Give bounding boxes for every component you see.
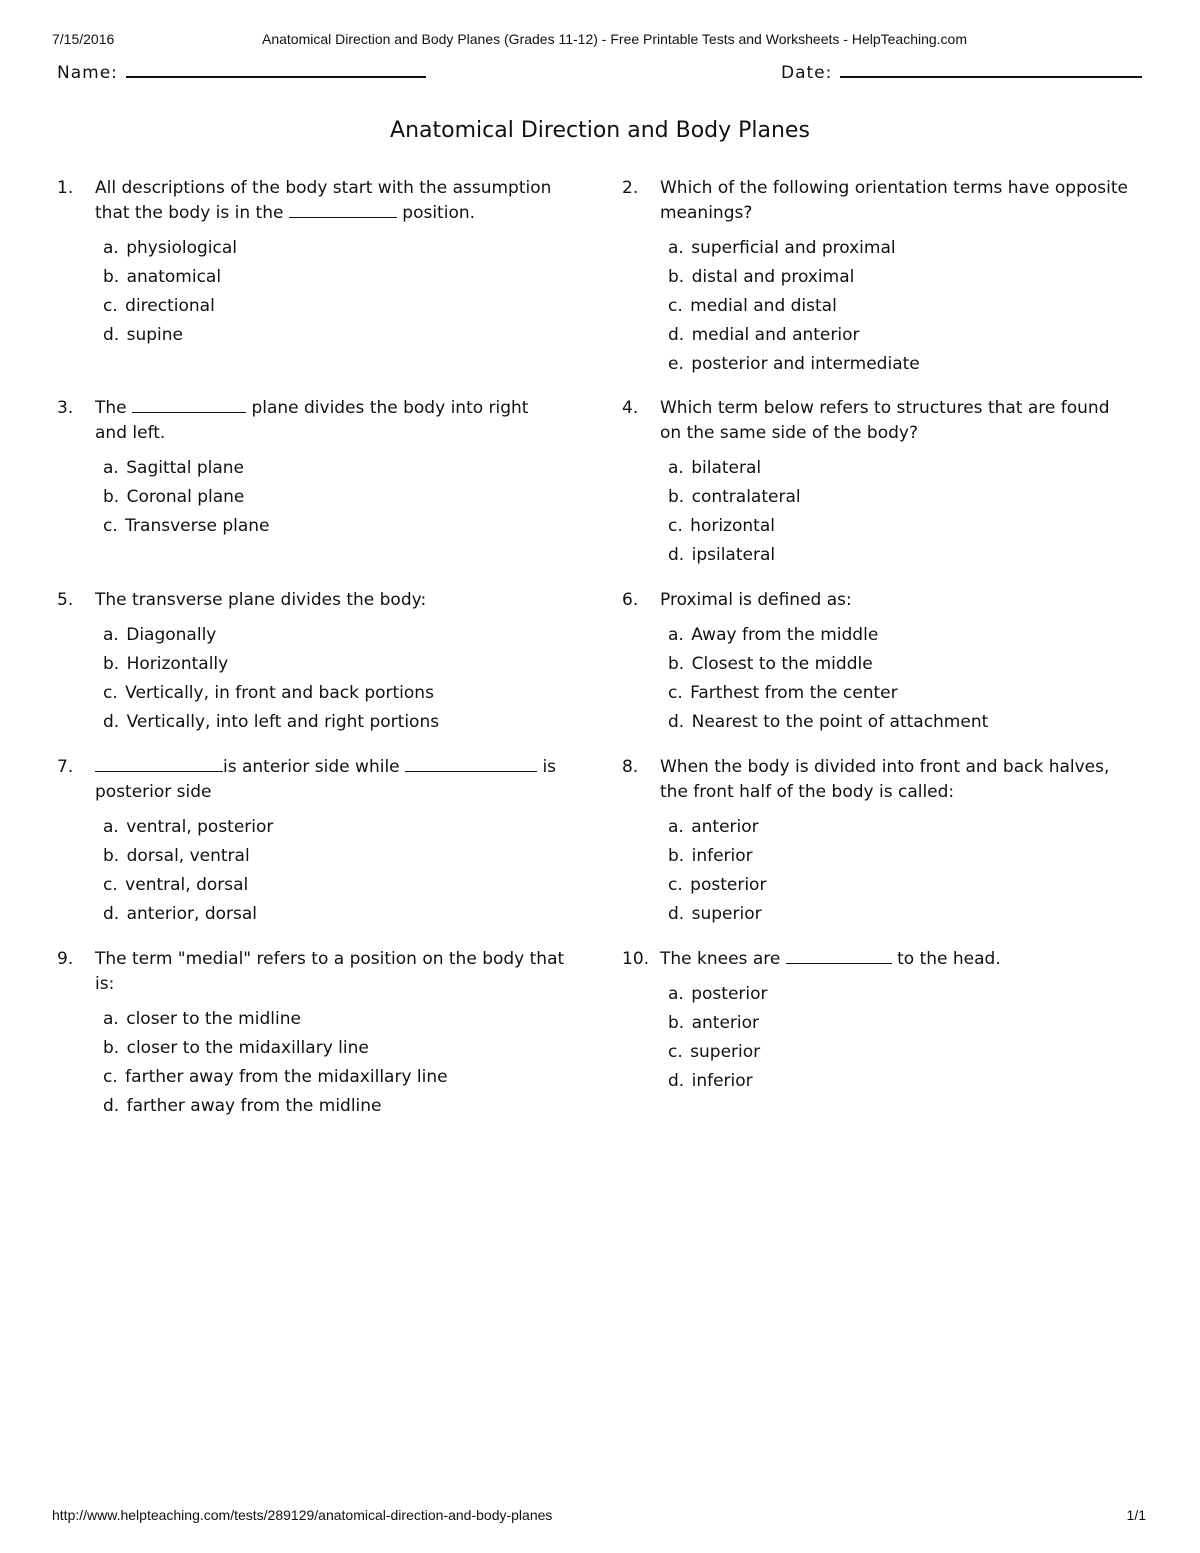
option-a [668, 623, 1122, 652]
option-text: posterior and intermediate [691, 354, 920, 374]
options-list [668, 982, 1122, 1098]
option-text: Away from the middle [691, 625, 879, 645]
option-c [668, 873, 1122, 902]
option-text: farther away from the midaxillary line [125, 1067, 448, 1087]
question-number: 3. [57, 398, 74, 418]
question-text: Which of the following orientation terms have opposite meanings? [660, 178, 1128, 223]
option-letter: b. [668, 267, 685, 287]
option-c [103, 1065, 557, 1094]
option-a [668, 456, 1122, 485]
question-number: 6. [622, 590, 639, 610]
option-letter: c. [103, 875, 118, 895]
option-e [668, 352, 1122, 381]
option-text: distal and proximal [691, 267, 855, 287]
question-number: 10. [622, 949, 650, 969]
date-label: Date: [781, 63, 833, 83]
option-b [103, 485, 557, 514]
option-d [668, 323, 1122, 352]
question-number: 8. [622, 757, 639, 777]
option-letter: c. [668, 296, 683, 316]
option-letter: d. [103, 712, 120, 732]
option-letter: d. [668, 325, 685, 345]
question-number: 2. [622, 178, 639, 198]
option-letter: a. [668, 984, 684, 1004]
option-a [103, 815, 557, 844]
option-letter: d. [103, 1096, 120, 1116]
question-1 [57, 176, 557, 352]
option-letter: a. [103, 238, 119, 258]
question-text-post: is posterior side [95, 757, 557, 802]
option-letter: d. [668, 712, 685, 732]
option-text: ipsilateral [691, 545, 776, 565]
question-text-pre: The knees are [660, 949, 781, 969]
option-letter: a. [103, 1009, 119, 1029]
question-text-post: position. [402, 203, 476, 223]
option-c [668, 1040, 1122, 1069]
options-list [668, 236, 1122, 381]
option-text: inferior [691, 846, 753, 866]
answer-blank [786, 949, 892, 964]
option-letter: c. [668, 516, 683, 536]
option-text: Coronal plane [126, 487, 245, 507]
option-letter: c. [668, 875, 683, 895]
options-list [668, 456, 1122, 572]
option-text: inferior [691, 1071, 753, 1091]
option-letter: a. [668, 458, 684, 478]
option-a [103, 1007, 557, 1036]
option-d [668, 543, 1122, 572]
question-2 [622, 176, 1128, 381]
option-b [668, 265, 1122, 294]
option-text: Nearest to the point of attachment [691, 712, 989, 732]
option-letter: c. [668, 683, 683, 703]
option-letter: b. [668, 846, 685, 866]
option-d [103, 1094, 557, 1123]
option-letter: b. [103, 487, 120, 507]
option-text: closer to the midaxillary line [126, 1038, 369, 1058]
option-text: anterior [691, 1013, 760, 1033]
question-text [95, 396, 565, 446]
question-text: When the body is divided into front and back halves, the front half of the body is called: [660, 757, 1110, 802]
option-d [668, 710, 1122, 739]
question-text [660, 947, 1130, 972]
option-text: Farthest from the center [690, 683, 898, 703]
option-letter: b. [103, 654, 120, 674]
option-text: Closest to the middle [691, 654, 873, 674]
page-number: 1/1 [1126, 1507, 1146, 1523]
option-a [668, 236, 1122, 265]
option-letter: a. [103, 625, 119, 645]
option-c [668, 681, 1122, 710]
option-text: farther away from the midline [126, 1096, 382, 1116]
option-b [103, 652, 557, 681]
question-number: 7. [57, 757, 74, 777]
date-field [781, 60, 1142, 83]
question-text: The transverse plane divides the body: [95, 590, 427, 610]
name-label: Name: [57, 63, 118, 83]
option-text: closer to the midline [126, 1009, 301, 1029]
option-text: Sagittal plane [126, 458, 244, 478]
print-page-title: Anatomical Direction and Body Planes (Grades 11-12) - Free Printable Tests and Worksheets - HelpTeaching.com [262, 31, 968, 47]
option-text: posterior [690, 875, 767, 895]
option-letter: b. [668, 1013, 685, 1033]
option-c [103, 873, 557, 902]
option-letter: d. [668, 545, 685, 565]
option-c [668, 294, 1122, 323]
question-text: Which term below refers to structures that are found on the same side of the body? [660, 398, 1110, 443]
option-c [103, 294, 557, 323]
option-letter: d. [103, 325, 120, 345]
options-list [668, 623, 1122, 739]
question-6 [622, 588, 1122, 739]
options-list [103, 815, 557, 931]
options-list [103, 623, 557, 739]
option-b [668, 844, 1122, 873]
question-5 [57, 588, 557, 739]
options-list [103, 236, 557, 352]
option-letter: c. [103, 683, 118, 703]
question-7 [57, 755, 557, 931]
option-text: supine [126, 325, 183, 345]
option-b [103, 1036, 557, 1065]
option-b [103, 265, 557, 294]
option-letter: d. [668, 904, 685, 924]
option-letter: b. [668, 487, 685, 507]
question-number: 4. [622, 398, 639, 418]
option-letter: b. [103, 1038, 120, 1058]
option-text: Horizontally [126, 654, 229, 674]
name-line [126, 60, 426, 78]
option-text: Transverse plane [125, 516, 270, 536]
question-text-pre: The [95, 398, 127, 418]
question-10 [622, 947, 1122, 1098]
answer-blank [405, 757, 537, 772]
option-text: dorsal, ventral [126, 846, 250, 866]
option-d [668, 1069, 1122, 1098]
option-letter: c. [103, 516, 118, 536]
options-list [668, 815, 1122, 931]
option-b [668, 652, 1122, 681]
option-text: horizontal [690, 516, 775, 536]
option-b [668, 1011, 1122, 1040]
print-url: http://www.helpteaching.com/tests/289129/anatomical-direction-and-body-planes [52, 1507, 553, 1523]
question-4 [622, 396, 1122, 572]
option-letter: a. [103, 458, 119, 478]
question-text: Proximal is defined as: [660, 590, 852, 610]
option-text: anterior [691, 817, 759, 837]
option-c [103, 681, 557, 710]
option-a [103, 236, 557, 265]
answer-blank [132, 398, 246, 413]
option-text: contralateral [691, 487, 801, 507]
option-text: bilateral [691, 458, 762, 478]
option-text: superficial and proximal [691, 238, 896, 258]
option-text: Vertically, in front and back portions [125, 683, 434, 703]
option-a [103, 456, 557, 485]
option-letter: d. [668, 1071, 685, 1091]
question-text-mid: is anterior side while [223, 757, 400, 777]
option-text: superior [690, 1042, 761, 1062]
options-list [103, 456, 557, 543]
option-letter: b. [668, 654, 685, 674]
option-letter: a. [668, 238, 684, 258]
option-letter: e. [668, 354, 684, 374]
option-text: superior [691, 904, 762, 924]
option-text: ventral, posterior [126, 817, 274, 837]
option-b [668, 485, 1122, 514]
question-8 [622, 755, 1122, 931]
option-text: Vertically, into left and right portions [126, 712, 440, 732]
option-d [103, 710, 557, 739]
question-number: 5. [57, 590, 74, 610]
option-d [103, 323, 557, 352]
option-c [668, 514, 1122, 543]
option-letter: a. [668, 625, 684, 645]
question-text [95, 755, 565, 805]
option-a [103, 623, 557, 652]
question-text-pre: All descriptions of the body start with the assumption that the body is in the [95, 178, 552, 223]
option-text: physiological [126, 238, 237, 258]
option-letter: b. [103, 846, 120, 866]
option-text: medial and anterior [691, 325, 860, 345]
question-text-post: to the head. [897, 949, 1001, 969]
question-number: 9. [57, 949, 74, 969]
worksheet-title: Anatomical Direction and Body Planes [390, 118, 810, 143]
answer-blank [95, 757, 223, 772]
option-letter: d. [103, 904, 120, 924]
answer-blank [289, 203, 397, 218]
option-b [103, 844, 557, 873]
option-d [103, 902, 557, 931]
option-d [668, 902, 1122, 931]
option-text: anterior, dorsal [126, 904, 258, 924]
option-letter: a. [103, 817, 119, 837]
question-3 [57, 396, 557, 543]
option-c [103, 514, 557, 543]
options-list [103, 1007, 557, 1123]
option-text: ventral, dorsal [125, 875, 249, 895]
question-text: The term "medial" refers to a position on the body that is: [95, 949, 565, 994]
option-text: anatomical [126, 267, 222, 287]
option-letter: c. [103, 1067, 118, 1087]
option-letter: c. [103, 296, 118, 316]
option-text: Diagonally [126, 625, 217, 645]
question-9 [57, 947, 565, 1123]
option-a [668, 982, 1122, 1011]
option-letter: c. [668, 1042, 683, 1062]
question-text-post: plane divides the body into right and left. [95, 398, 529, 443]
option-letter: a. [668, 817, 684, 837]
option-text: posterior [691, 984, 768, 1004]
option-a [668, 815, 1122, 844]
name-field [57, 60, 426, 83]
date-line [840, 60, 1142, 78]
option-text: medial and distal [690, 296, 837, 316]
question-text [95, 176, 565, 226]
option-letter: b. [103, 267, 120, 287]
question-number: 1. [57, 178, 74, 198]
print-date: 7/15/2016 [52, 31, 115, 47]
option-text: directional [125, 296, 215, 316]
